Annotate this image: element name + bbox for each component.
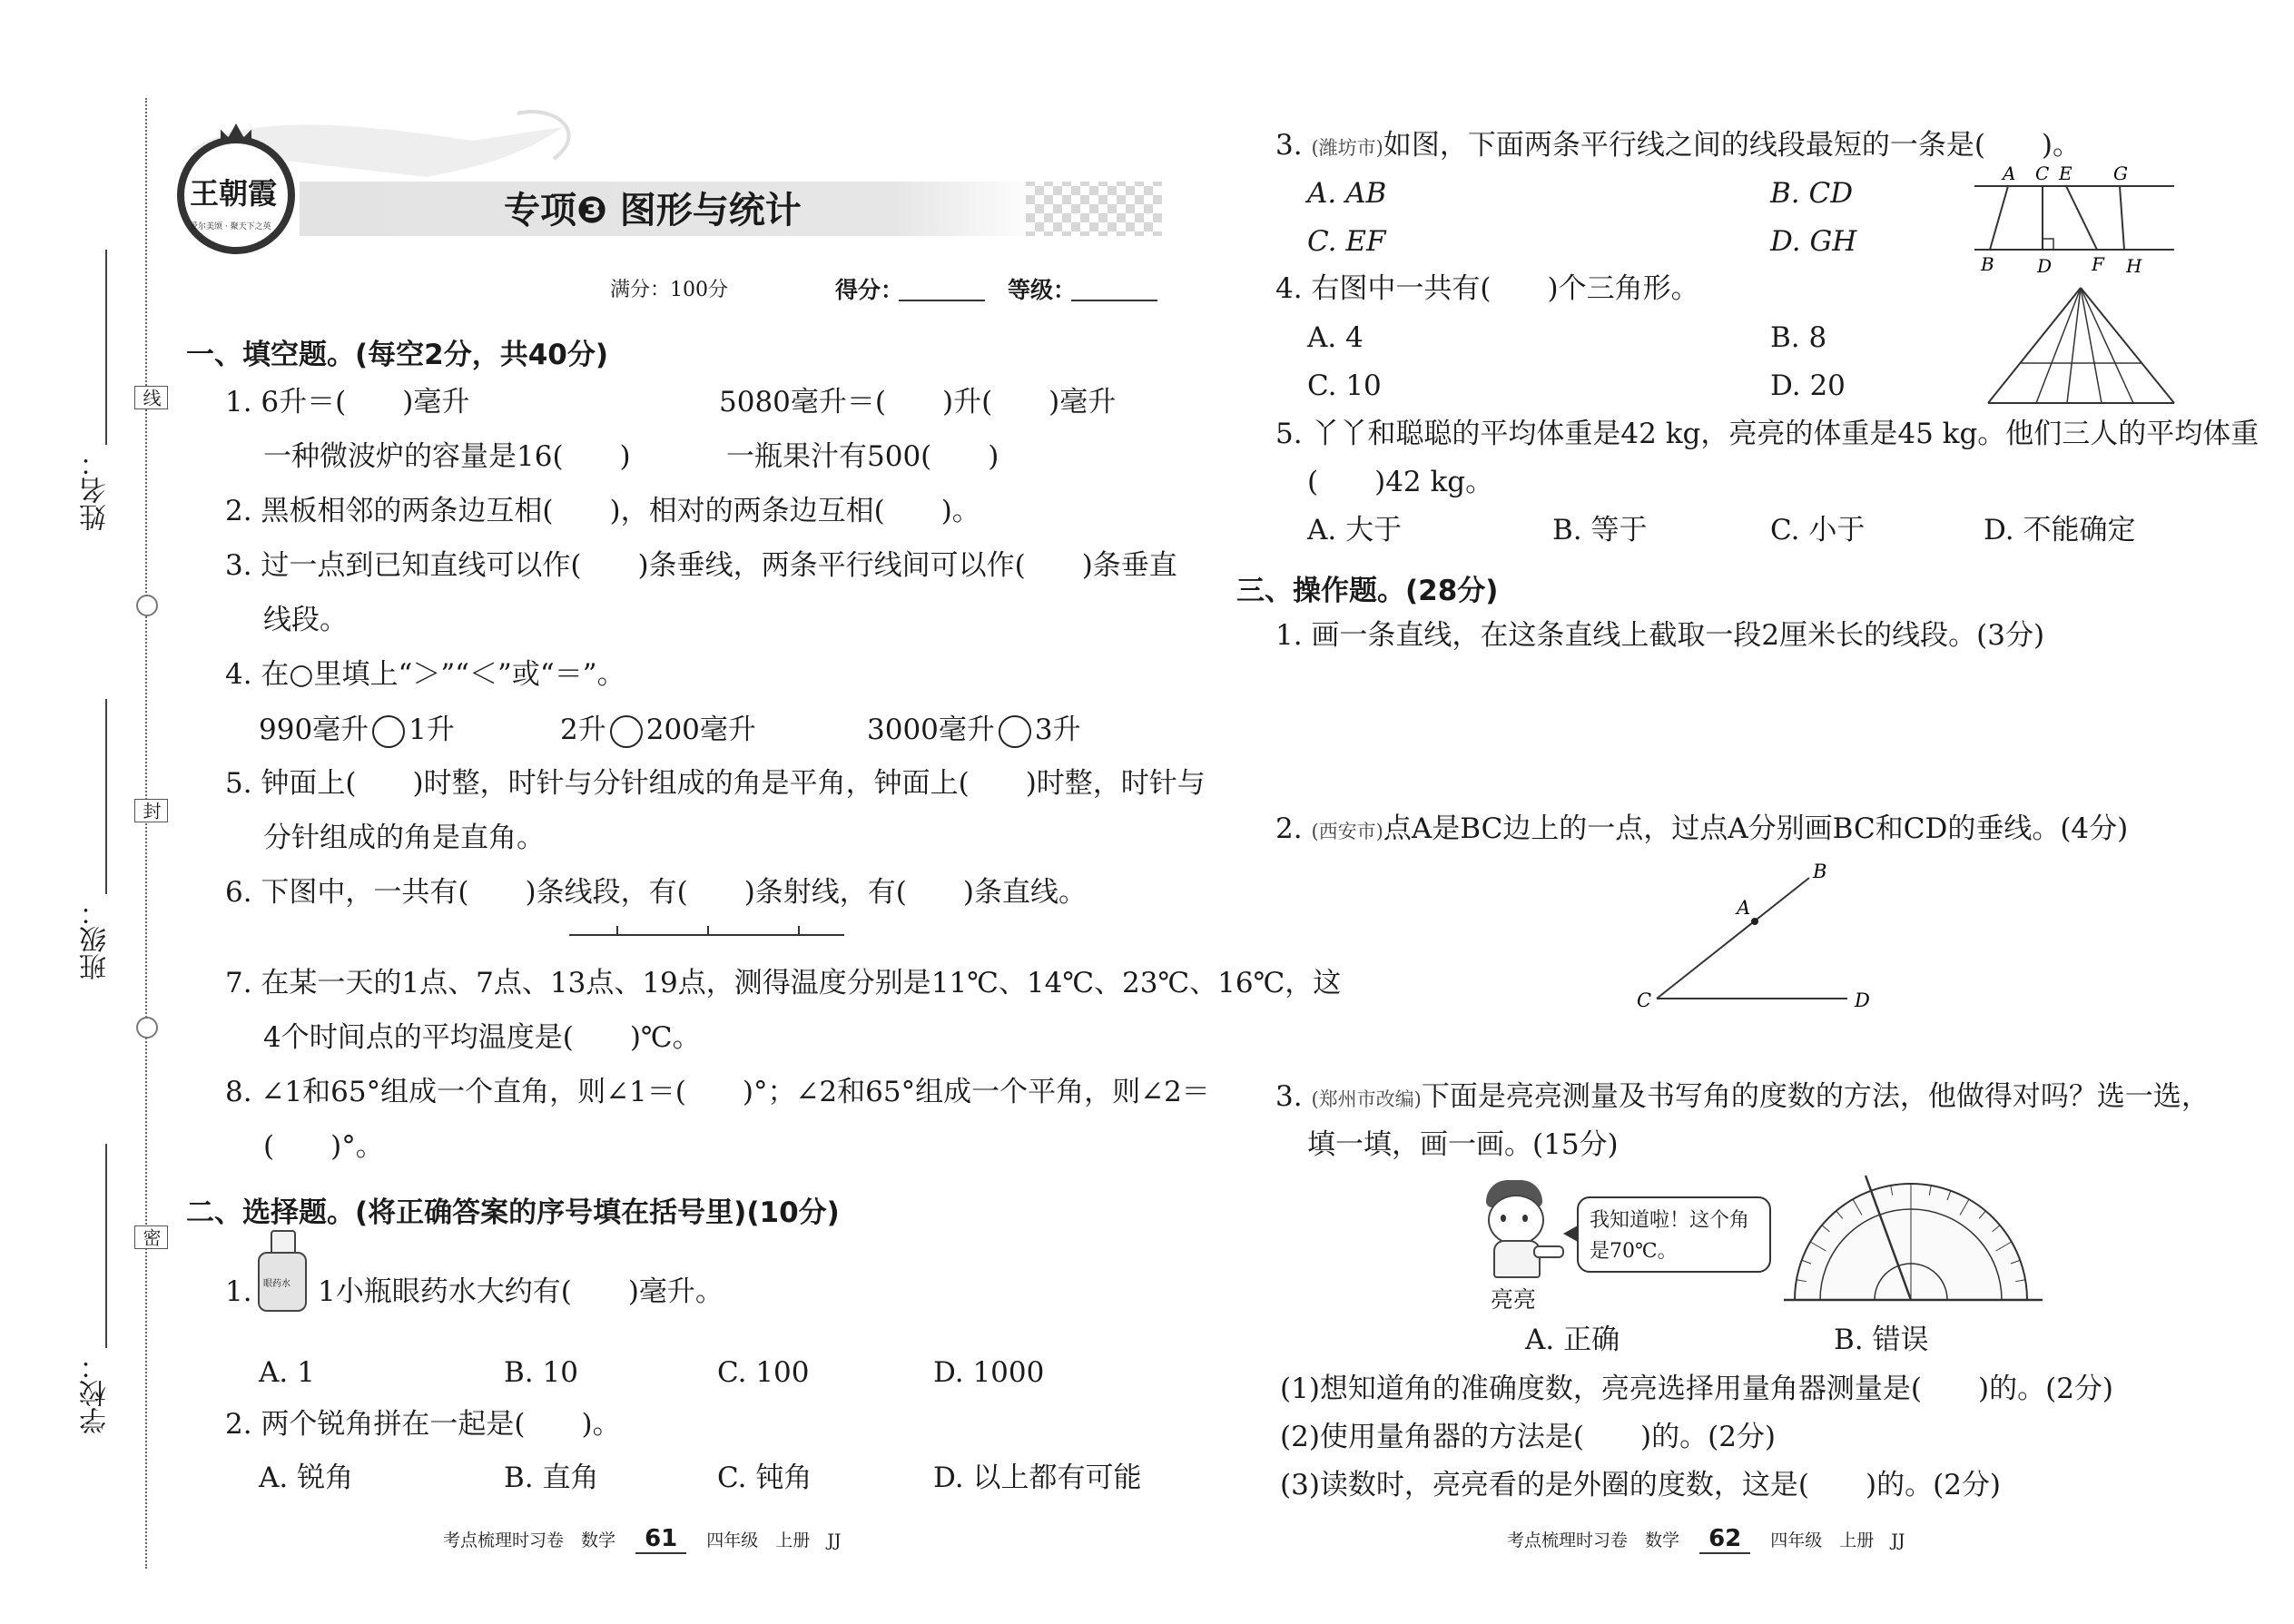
cut-line: [145, 98, 147, 1569]
score-field[interactable]: [899, 300, 985, 301]
question: 线段。: [263, 604, 348, 636]
page-number: 62: [1699, 1525, 1750, 1554]
speech-bubble: [1577, 1196, 1771, 1273]
question: 5. 钟面上( )时整，时针与分针组成的角是平角，钟面上( )时整，时针与: [225, 767, 1206, 800]
question: ( )42 kg。: [1307, 466, 1494, 498]
question: ( )°。: [263, 1130, 384, 1163]
option[interactable]: C. EF: [1307, 225, 1386, 258]
sub-question: (1)想知道角的准确度数，亮亮选择用量角器测量是( )的。(2分): [1280, 1373, 2114, 1405]
sub-question: (2)使用量角器的方法是( )的。(2分): [1280, 1421, 1777, 1453]
question: 6. 下图中，一共有( )条线段，有( )条射线，有( )条直线。: [225, 876, 1087, 909]
protractor-figure: [1784, 1171, 2047, 1307]
option[interactable]: D. 1000: [933, 1356, 1045, 1389]
compare-circle[interactable]: [372, 715, 405, 748]
grade-field[interactable]: [1071, 300, 1157, 301]
option[interactable]: B. 等于: [1552, 514, 1648, 546]
option[interactable]: C. 10: [1307, 369, 1382, 402]
school-label: 学校：: [80, 1353, 112, 1434]
question-number: 2.: [1275, 812, 1303, 845]
brand-logo: [177, 136, 295, 254]
full-score: 满分：100分: [610, 279, 728, 301]
question: 一瓶果汁有500( ): [726, 440, 999, 473]
question-text: 下面是亮亮测量及书写角的度数的方法，他做得对吗？选一选，: [1421, 1080, 2210, 1113]
question-number: 3.: [1275, 129, 1303, 162]
name-field-line: [105, 250, 107, 445]
sub-question: (3)读数时，亮亮看的是外圈的度数，这是( )的。(2分): [1280, 1469, 2002, 1501]
question-number: 1.: [225, 1275, 252, 1308]
drawing-area[interactable]: [1275, 663, 2201, 799]
angle-bcd-figure: [1629, 858, 1884, 1017]
question: 4个时间点的平均温度是( )℃。: [263, 1021, 701, 1054]
compare-circle[interactable]: [999, 715, 1031, 748]
compare-circle[interactable]: [610, 715, 643, 748]
question: 分针组成的角是直角。: [263, 822, 545, 854]
figure-label: E: [2059, 163, 2072, 184]
class-field-line: [105, 699, 107, 894]
page-number: 61: [635, 1525, 686, 1554]
option[interactable]: A. 锐角: [259, 1462, 354, 1494]
question: 2. 黑板相邻的两条边互相( )，相对的两条边互相( )。: [225, 495, 980, 527]
name-label: 姓名：: [80, 449, 112, 531]
option[interactable]: D. 以上都有可能: [933, 1462, 1142, 1494]
eye-drop-bottle-icon: [256, 1230, 307, 1312]
margin-ornament-icon: [136, 595, 158, 616]
figure-label: C: [1637, 989, 1652, 1011]
compare-left: 990毫升: [259, 714, 369, 746]
triangle-count-figure: [1984, 283, 2179, 410]
question-number: 3.: [1275, 1080, 1303, 1113]
section-heading: 一、填空题。(每空2分，共40分): [186, 339, 609, 371]
footer-grade: 四年级 上册 JJ: [706, 1530, 842, 1550]
cut-mark-xian: 线: [134, 386, 168, 409]
question-source: (西安市): [1311, 821, 1383, 842]
logo-brand-text: 王朝霞: [190, 176, 278, 211]
option[interactable]: B. 错误: [1834, 1324, 1929, 1356]
question: [1275, 127, 2081, 166]
question: 7. 在某一天的1点、7点、13点、19点，测得温度分别是11℃、14℃、23℃、16℃，这: [225, 967, 1342, 999]
option[interactable]: C. 100: [717, 1356, 810, 1389]
question: 4. 在○里填上“＞”“＜”或“＝”。: [225, 658, 625, 691]
figure-label: D: [2037, 255, 2053, 277]
compare-left: 2升: [560, 714, 606, 746]
question: 1. 画一条直线，在这条直线上截取一段2厘米长的线段。(3分): [1275, 619, 2045, 652]
boy-illustration: [1475, 1180, 1566, 1298]
speech-bubble-tail: [1563, 1225, 1578, 1242]
question: 4. 右图中一共有( )个三角形。: [1275, 272, 1699, 305]
parallel-lines-figure: [1970, 163, 2179, 277]
footer-right: [1507, 1525, 1905, 1554]
footer-grade: 四年级 上册 JJ: [1770, 1530, 1905, 1550]
question: [1275, 811, 2128, 850]
option[interactable]: C. 钝角: [717, 1462, 812, 1494]
line-segment-figure: [567, 917, 849, 944]
footer-series: 考点梳理时习卷 数学: [443, 1530, 616, 1550]
option[interactable]: B. CD: [1770, 177, 1854, 210]
option[interactable]: B. 直角: [504, 1462, 599, 1494]
compare-right: 200毫升: [645, 714, 756, 746]
compare-left: 3000毫升: [867, 714, 995, 746]
figure-label: B: [1813, 861, 1827, 882]
page-title: 专项❸ 图形与统计: [504, 190, 802, 231]
footer-series: 考点梳理时习卷 数学: [1507, 1530, 1680, 1550]
question-text: 点A是BC边上的一点，过点A分别画BC和CD的垂线。(4分): [1383, 812, 2129, 845]
question: 1. 6升＝( )毫升: [225, 386, 470, 418]
option[interactable]: B. 8: [1770, 321, 1827, 354]
question-continued: 填一填，画一画。(15分): [1307, 1128, 1619, 1161]
speech-text: 我知道啦！这个角是70℃。: [1590, 1209, 1750, 1263]
margin-ornament-icon: [136, 1017, 158, 1038]
class-label: 班级：: [80, 899, 112, 980]
option[interactable]: D. 不能确定: [1984, 514, 2136, 546]
figure-label: F: [2092, 253, 2104, 275]
option[interactable]: A. 正确: [1525, 1324, 1620, 1356]
compare-item: [560, 712, 756, 748]
figure-label: A: [2003, 163, 2016, 184]
question-source: (潍坊市): [1311, 137, 1383, 159]
option[interactable]: D. 20: [1770, 369, 1846, 402]
question: [1275, 1078, 2210, 1117]
footer-left: [443, 1525, 842, 1554]
figure-label: B: [1981, 253, 1994, 275]
question: 一种微波炉的容量是16( ): [263, 440, 631, 473]
figure-label: A: [1737, 897, 1751, 919]
section-heading: 三、操作题。(28分): [1236, 575, 1499, 607]
option[interactable]: A. AB: [1307, 177, 1387, 210]
option[interactable]: C. 小于: [1770, 514, 1866, 546]
option[interactable]: B. 10: [504, 1356, 578, 1389]
score-label: 得分：: [835, 277, 904, 303]
option[interactable]: A. 大于: [1307, 514, 1403, 546]
figure-label: C: [2035, 163, 2050, 184]
figure-label: H: [2126, 255, 2142, 277]
question: 8. ∠1和65°组成一个直角，则∠1＝( )°；∠2和65°组成一个平角，则∠2＝: [225, 1076, 1210, 1108]
section-heading: 二、选择题。(将正确答案的序号填在括号里)(10分): [186, 1196, 840, 1229]
question: 5. 丫丫和聪聪的平均体重是42 kg，亮亮的体重是45 kg。他们三人的平均体重: [1275, 418, 2260, 450]
question: 3. 过一点到已知直线可以作( )条垂线，两条平行线间可以作( )条垂直: [225, 549, 1177, 582]
figure-label: D: [1855, 989, 1870, 1011]
option[interactable]: A. 1: [259, 1356, 315, 1389]
cut-mark-feng: 封: [134, 799, 168, 822]
question-text: 如图，下面两条平行线之间的线段最短的一条是( )。: [1383, 129, 2082, 162]
compare-item: [867, 712, 1081, 748]
option[interactable]: D. GH: [1770, 225, 1857, 258]
compare-right: 1升: [409, 714, 455, 746]
question-source: (郑州市改编): [1311, 1088, 1422, 1110]
figure-label: G: [2113, 163, 2128, 184]
logo-motto: 爱尔美颂 · 聚天下之英: [190, 222, 271, 231]
bottle-label: 眼药水: [263, 1279, 290, 1289]
question: 5080毫升＝( )升( )毫升: [719, 386, 1117, 418]
question: 2. 两个锐角拼在一起是( )。: [225, 1408, 621, 1441]
school-field-line: [105, 1144, 107, 1348]
compare-item: [259, 712, 455, 748]
option[interactable]: A. 4: [1307, 321, 1364, 354]
compare-right: 3升: [1034, 714, 1081, 746]
cut-mark-mi: 密: [134, 1225, 168, 1249]
boy-label: 亮亮: [1491, 1286, 1537, 1313]
grade-label: 等级：: [1008, 277, 1077, 303]
question: 1小瓶眼药水大约有( )毫升。: [318, 1275, 724, 1308]
